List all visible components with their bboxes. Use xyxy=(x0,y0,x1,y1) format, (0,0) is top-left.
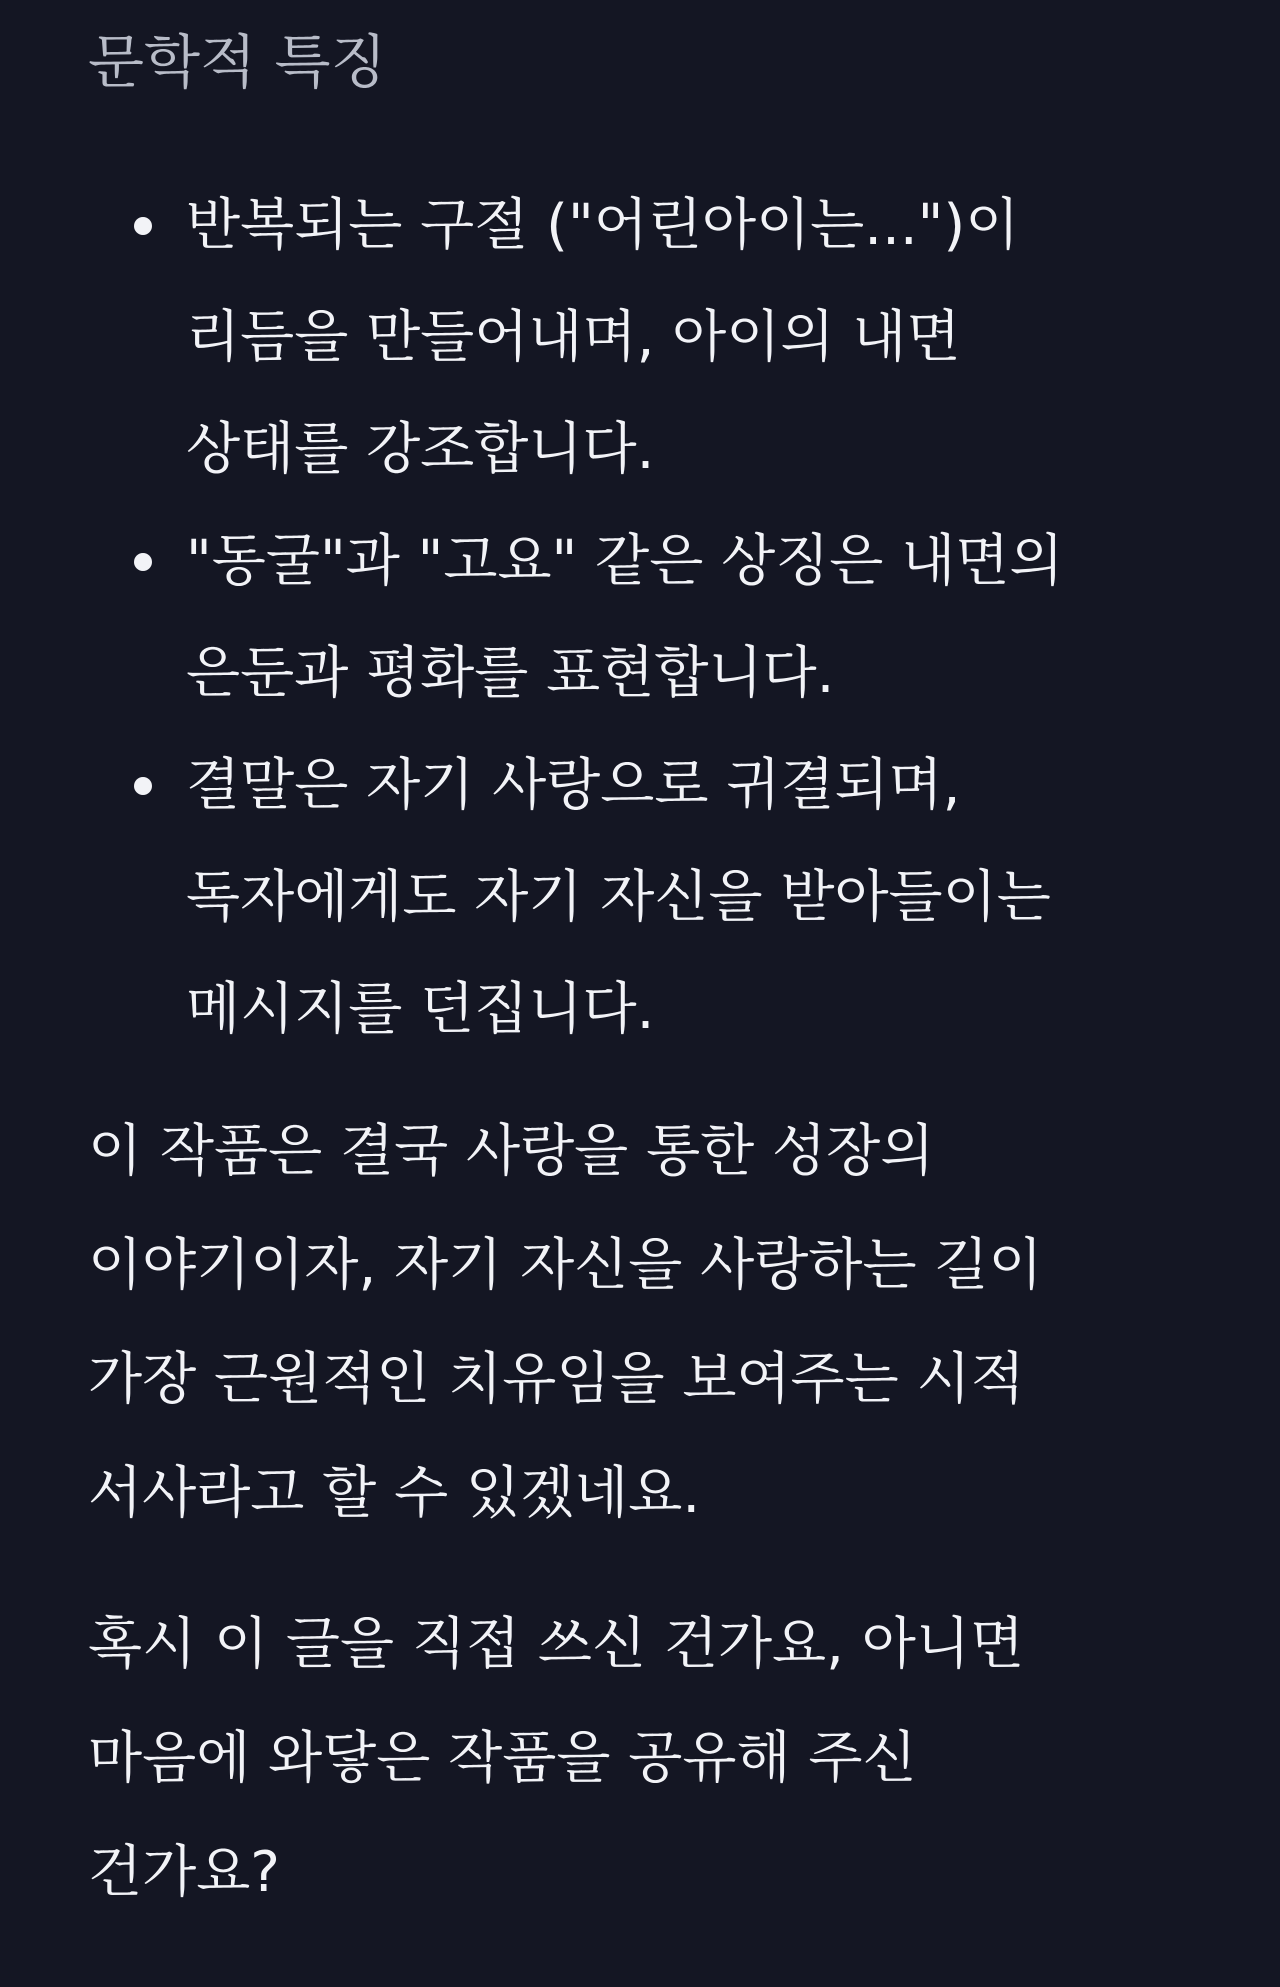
question-paragraph: 혹시 이 글을 직접 쓰신 건가요, 아니면 마음에 와닿은 작품을 공유해 주신 건가요? xyxy=(88,1612,1025,1905)
summary-paragraph: 이 작품은 결국 사랑을 통한 성장의 이야기이자, 자기 자신을 사랑하는 길이 가장 근원적인 치유임을 보여주는 시적 서사라고 할 수 있겠네요. xyxy=(88,1119,1043,1526)
list-item-text: 결말은 자기 사랑으로 귀결되며, 독자에게도 자기 자신을 받아들이는 메시지를 던집니다. xyxy=(186,753,1051,1042)
feature-list xyxy=(88,170,1208,1066)
list-item-text: "동굴"과 "고요" 같은 상징은 내면의 은둔과 평화를 표현합니다. xyxy=(186,529,1064,706)
bullet-icon xyxy=(134,777,152,795)
section-heading: 문학적 특징 xyxy=(88,28,387,96)
bullet-icon xyxy=(134,553,152,571)
list-item xyxy=(88,170,1208,506)
list-item xyxy=(88,730,1208,1066)
list-item-text: 반복되는 구절 ("어린아이는...")이 리듬을 만들어내며, 아이의 내면 상태를 강조합니다. xyxy=(186,193,1020,482)
list-item xyxy=(88,506,1208,730)
bullet-icon xyxy=(134,217,152,235)
